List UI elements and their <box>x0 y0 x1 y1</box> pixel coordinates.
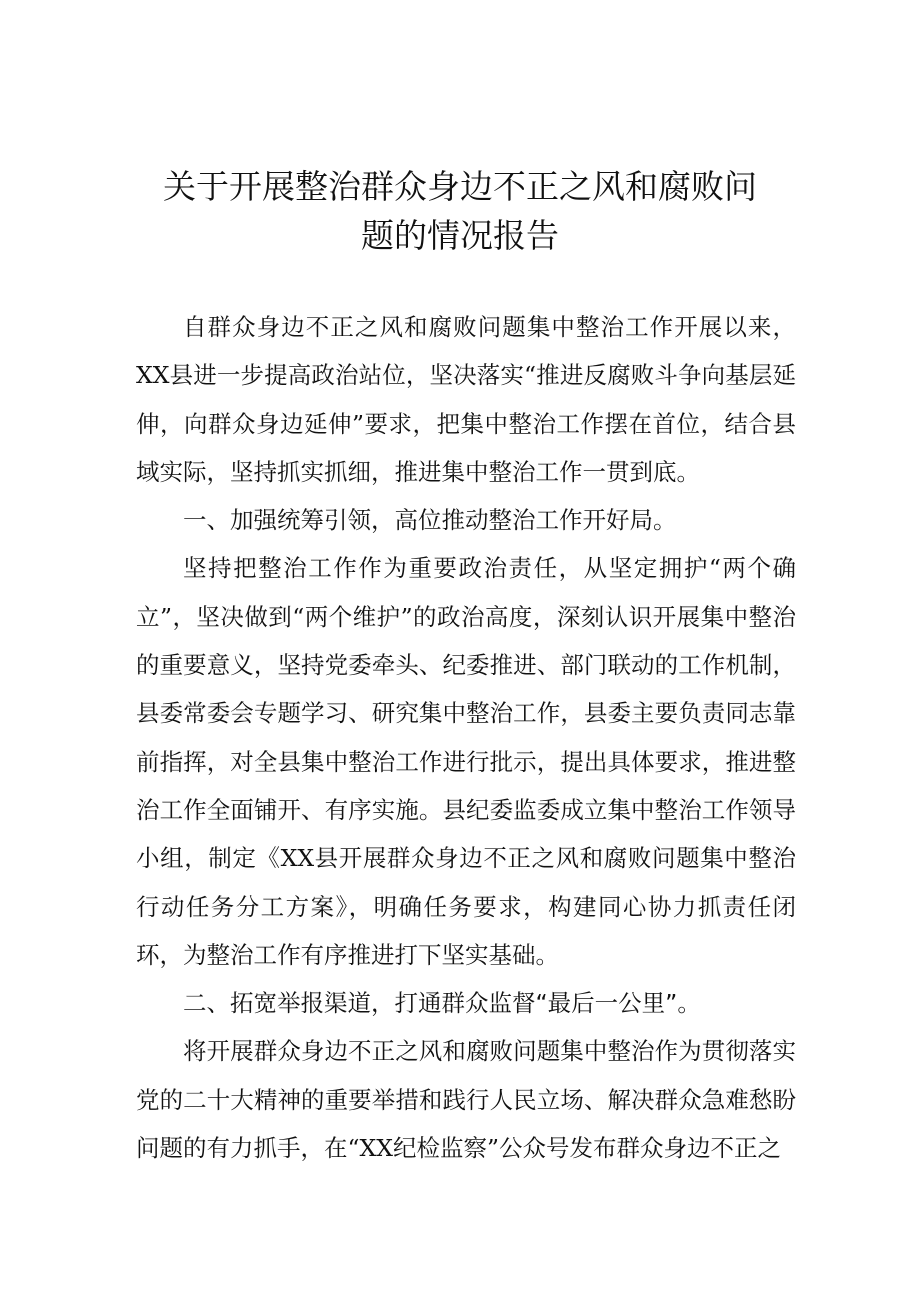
document-title <box>130 162 790 260</box>
title-line-1: 关于开展整治群众身边不正之风和腐败问 <box>163 167 757 206</box>
section-1-paragraph: 坚持把整治工作作为重要政治责任，从坚定拥护“两个确立”，坚决做到“两个维护”的政治高度，深刻认识开展集中整治的重要意义，坚持党委牵头、纪委推进、部门联动的工作机制，县委常委会专题学习、研究集中整治工作，县委主要负责同志靠前指挥，对全县集中整治工作进行批示，提出具体要求，推进整治工作全面铺开、有序实施。县纪委监委成立集中整治工作领导小组，制定《XX县开展群众身边不正之风和腐败问题集中整治行动任务分工方案》，明确任务要求，构建同心协力抓责任闭环，为整治工作有序推进打下坚实基础。 <box>136 554 796 969</box>
intro-paragraph: 自群众身边不正之风和腐败问题集中整治工作开展以来，XX县进一步提高政治站位，坚决落实“推进反腐败斗争向基层延伸，向群众身边延伸”要求，把集中整治工作摆在首位，结合县域实际，坚持抓实抓细，推进集中整治工作一贯到底。 <box>136 313 796 486</box>
section-1-heading: 一、加强统筹引领，高位推动整治工作开好局。 <box>183 506 677 535</box>
section-2-heading: 二、拓宽举报渠道，打通群众监督“最后一公里”。 <box>183 989 701 1018</box>
title-line-2: 题的情况报告 <box>361 216 559 255</box>
document-body <box>136 303 796 1172</box>
section-2-paragraph: 将开展群众身边不正之风和腐败问题集中整治作为贯彻落实党的二十大精神的重要举措和践行人民立场、解决群众急难愁盼问题的有力抓手，在“XX纪检监察”公众号发布群众身边不正之 <box>136 1037 796 1163</box>
